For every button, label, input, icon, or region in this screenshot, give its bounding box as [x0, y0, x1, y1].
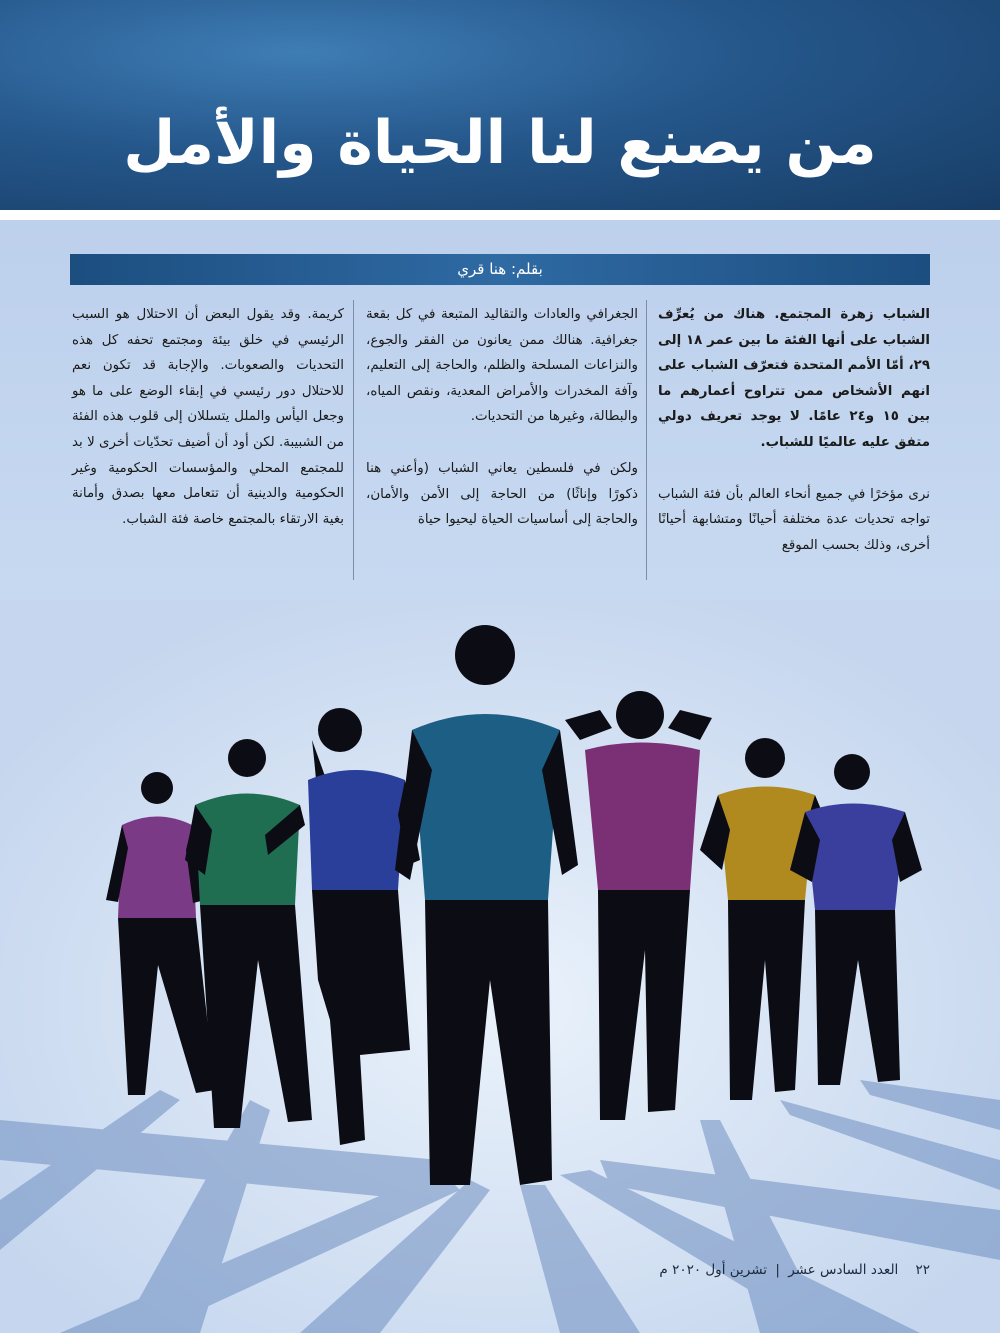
- title-banner: [0, 0, 1000, 210]
- article-column-left: [72, 302, 344, 532]
- byline-bar: [70, 254, 930, 285]
- intro-paragraph: الشباب زهرة المجتمع. هناك من يُعرِّف الشباب على أنها الفئة ما بين عمر ١٨ إلى ٢٩، أمّا الأمم المتحدة فتعرّف الشباب على انهم الأشخاص ممن تتراوح أعمارهم ما بين ١٥ و٢٤ عامًا. لا يوجد تعريف دولي متفق عليه عالميًا للشباب.: [658, 307, 931, 450]
- article-column-middle: [366, 302, 638, 533]
- column-divider: [646, 300, 647, 580]
- column-divider: [353, 300, 354, 580]
- paragraph: كريمة. وقد يقول البعض أن الاحتلال هو السبب الرئيسي في خلق بيئة ومجتمع تحفه كل هذه التحديات والصعوبات. والإجابة قد تكون نعم للاحتلال دور رئيسي في إبقاء الوضع على ما هو وجعل اليأس والملل يتسللان إلى قلوب هذه الفئة من الشبيبة. لكن أود أن أضيف تحدّيات أخرى لا بد للمجتمع المحلي والمؤسسات الحكومية وغير الحكومية والدينية أن تتعامل معها بصدق وأمانة بغية الارتقاء بالمجتمع خاصة فئة الشباب.: [72, 307, 344, 527]
- byline-text: بقلم: هنا قري: [457, 260, 543, 278]
- page-number: ٢٢: [915, 1262, 930, 1278]
- issue-label: العدد السادس عشر: [788, 1262, 899, 1278]
- article-column-right: [658, 302, 930, 558]
- issue-date: تشرين أول ٢٠٢٠ م: [659, 1262, 768, 1278]
- footer-separator: |: [775, 1262, 780, 1278]
- page-footer: [640, 1262, 930, 1278]
- page-title: من يصنع لنا الحياة والأمل: [123, 108, 877, 178]
- paragraph: ولكن في فلسطين يعاني الشباب (وأعني هنا ذكورًا وإناثًا) من الحاجة إلى الأمن والأمان، والحاجة إلى أساسيات الحياة ليحيوا حياة: [366, 460, 638, 528]
- youth-silhouettes-illustration: [0, 600, 1000, 1333]
- paragraph: الجغرافي والعادات والتقاليد المتبعة في كل بقعة جغرافية. هنالك ممن يعانون من الفقر والجوع، والنزاعات المسلحة والظلم، والحاجة إلى التعليم، وآفة المخدرات والأمراض المعدية، ونقص المياه، والبطالة، وغيرها من التحديات.: [366, 307, 638, 425]
- paragraph: نرى مؤخرًا في جميع أنحاء العالم بأن فئة الشباب تواجه تحديات عدة مختلفة أحيانًا ومتشابهة أحيانًا أخرى، وذلك بحسب الموقع: [658, 486, 930, 553]
- banner-divider: [0, 210, 1000, 220]
